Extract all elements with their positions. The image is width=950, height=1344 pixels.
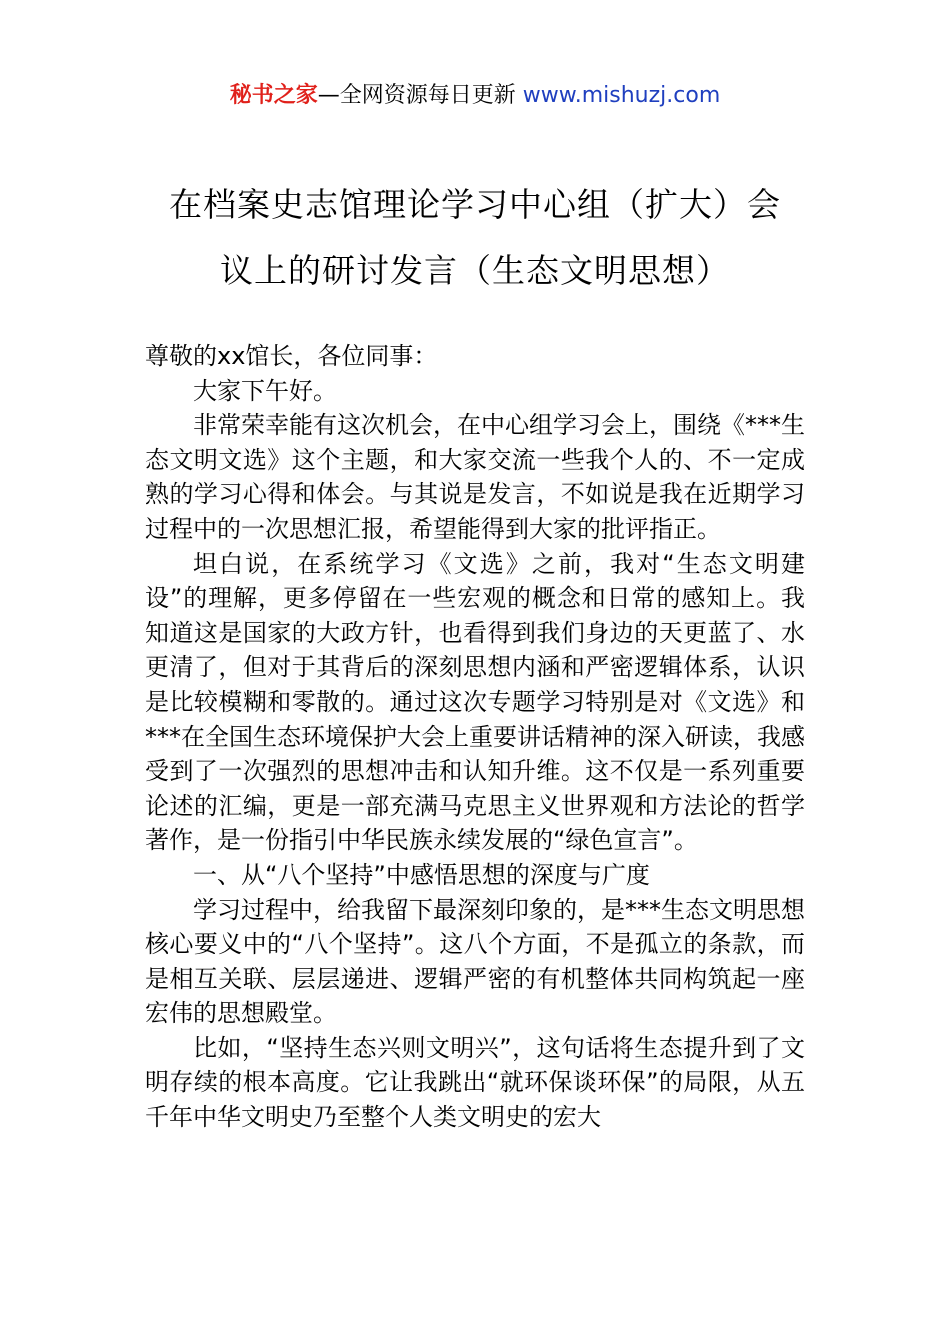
section-heading: 一、从“八个坚持”中感悟思想的深度与广度 <box>193 860 650 889</box>
salutation: 尊敬的xx馆长，各位同事： <box>145 342 438 370</box>
body-paragraph: 非常荣幸能有这次机会，在中心组学习会上，围绕《***生态文明文选》这个主题，和大家交流一些我个人的、不一定成熟的学习心得和体会。与其说是发言，不如说是我在近期学习过程中的一次思想汇报，希望能得到大家的批评指正。 <box>145 411 805 543</box>
document-body <box>145 339 805 1135</box>
site-header <box>0 80 950 112</box>
greeting: 大家下午好。 <box>193 376 337 405</box>
site-tagline: —全网资源每日更新 <box>317 83 523 108</box>
body-paragraph: 坦白说，在系统学习《文选》之前，我对“生态文明建设”的理解，更多停留在一些宏观的概念和日常的感知上。我知道这是国家的大政方针，也看得到我们身边的天更蓝了、水更清了，但对于其背后的深刻思想内涵和严密逻辑体系，认识是比较模糊和零散的。通过这次专题学习特别是对《文选》和***在全国生态环境保护大会上重要讲话精神的深入研读，我感受到了一次强烈的思想冲击和认知升维。这不仅是一系列重要论述的汇编，更是一部充满马克思主义世界观和方法论的哲学著作，是一份指引中华民族永续发展的“绿色宣言”。 <box>145 549 805 855</box>
body-paragraph: 比如，“坚持生态兴则文明兴”，这句话将生态提升到了文明存续的根本高度。它让我跳出“就环保谈环保”的局限，从五千年中华文明史乃至整个人类文明史的宏大 <box>145 1033 805 1132</box>
site-brand: 秘书之家 <box>229 83 318 108</box>
body-paragraph: 学习过程中，给我留下最深刻印象的，是***生态文明思想核心要义中的“八个坚持”。这八个方面，不是孤立的条款，而是相互关联、层层递进、逻辑严密的有机整体共同构筑起一座宏伟的思想殿堂。 <box>145 895 805 1028</box>
site-url[interactable]: www.mishuzj.com <box>522 83 721 108</box>
title-line-1: 在档案史志馆理论学习中心组（扩大）会 <box>169 185 781 224</box>
document-title <box>145 172 805 304</box>
title-line-2: 议上的研讨发言（生态文明思想） <box>220 251 730 290</box>
